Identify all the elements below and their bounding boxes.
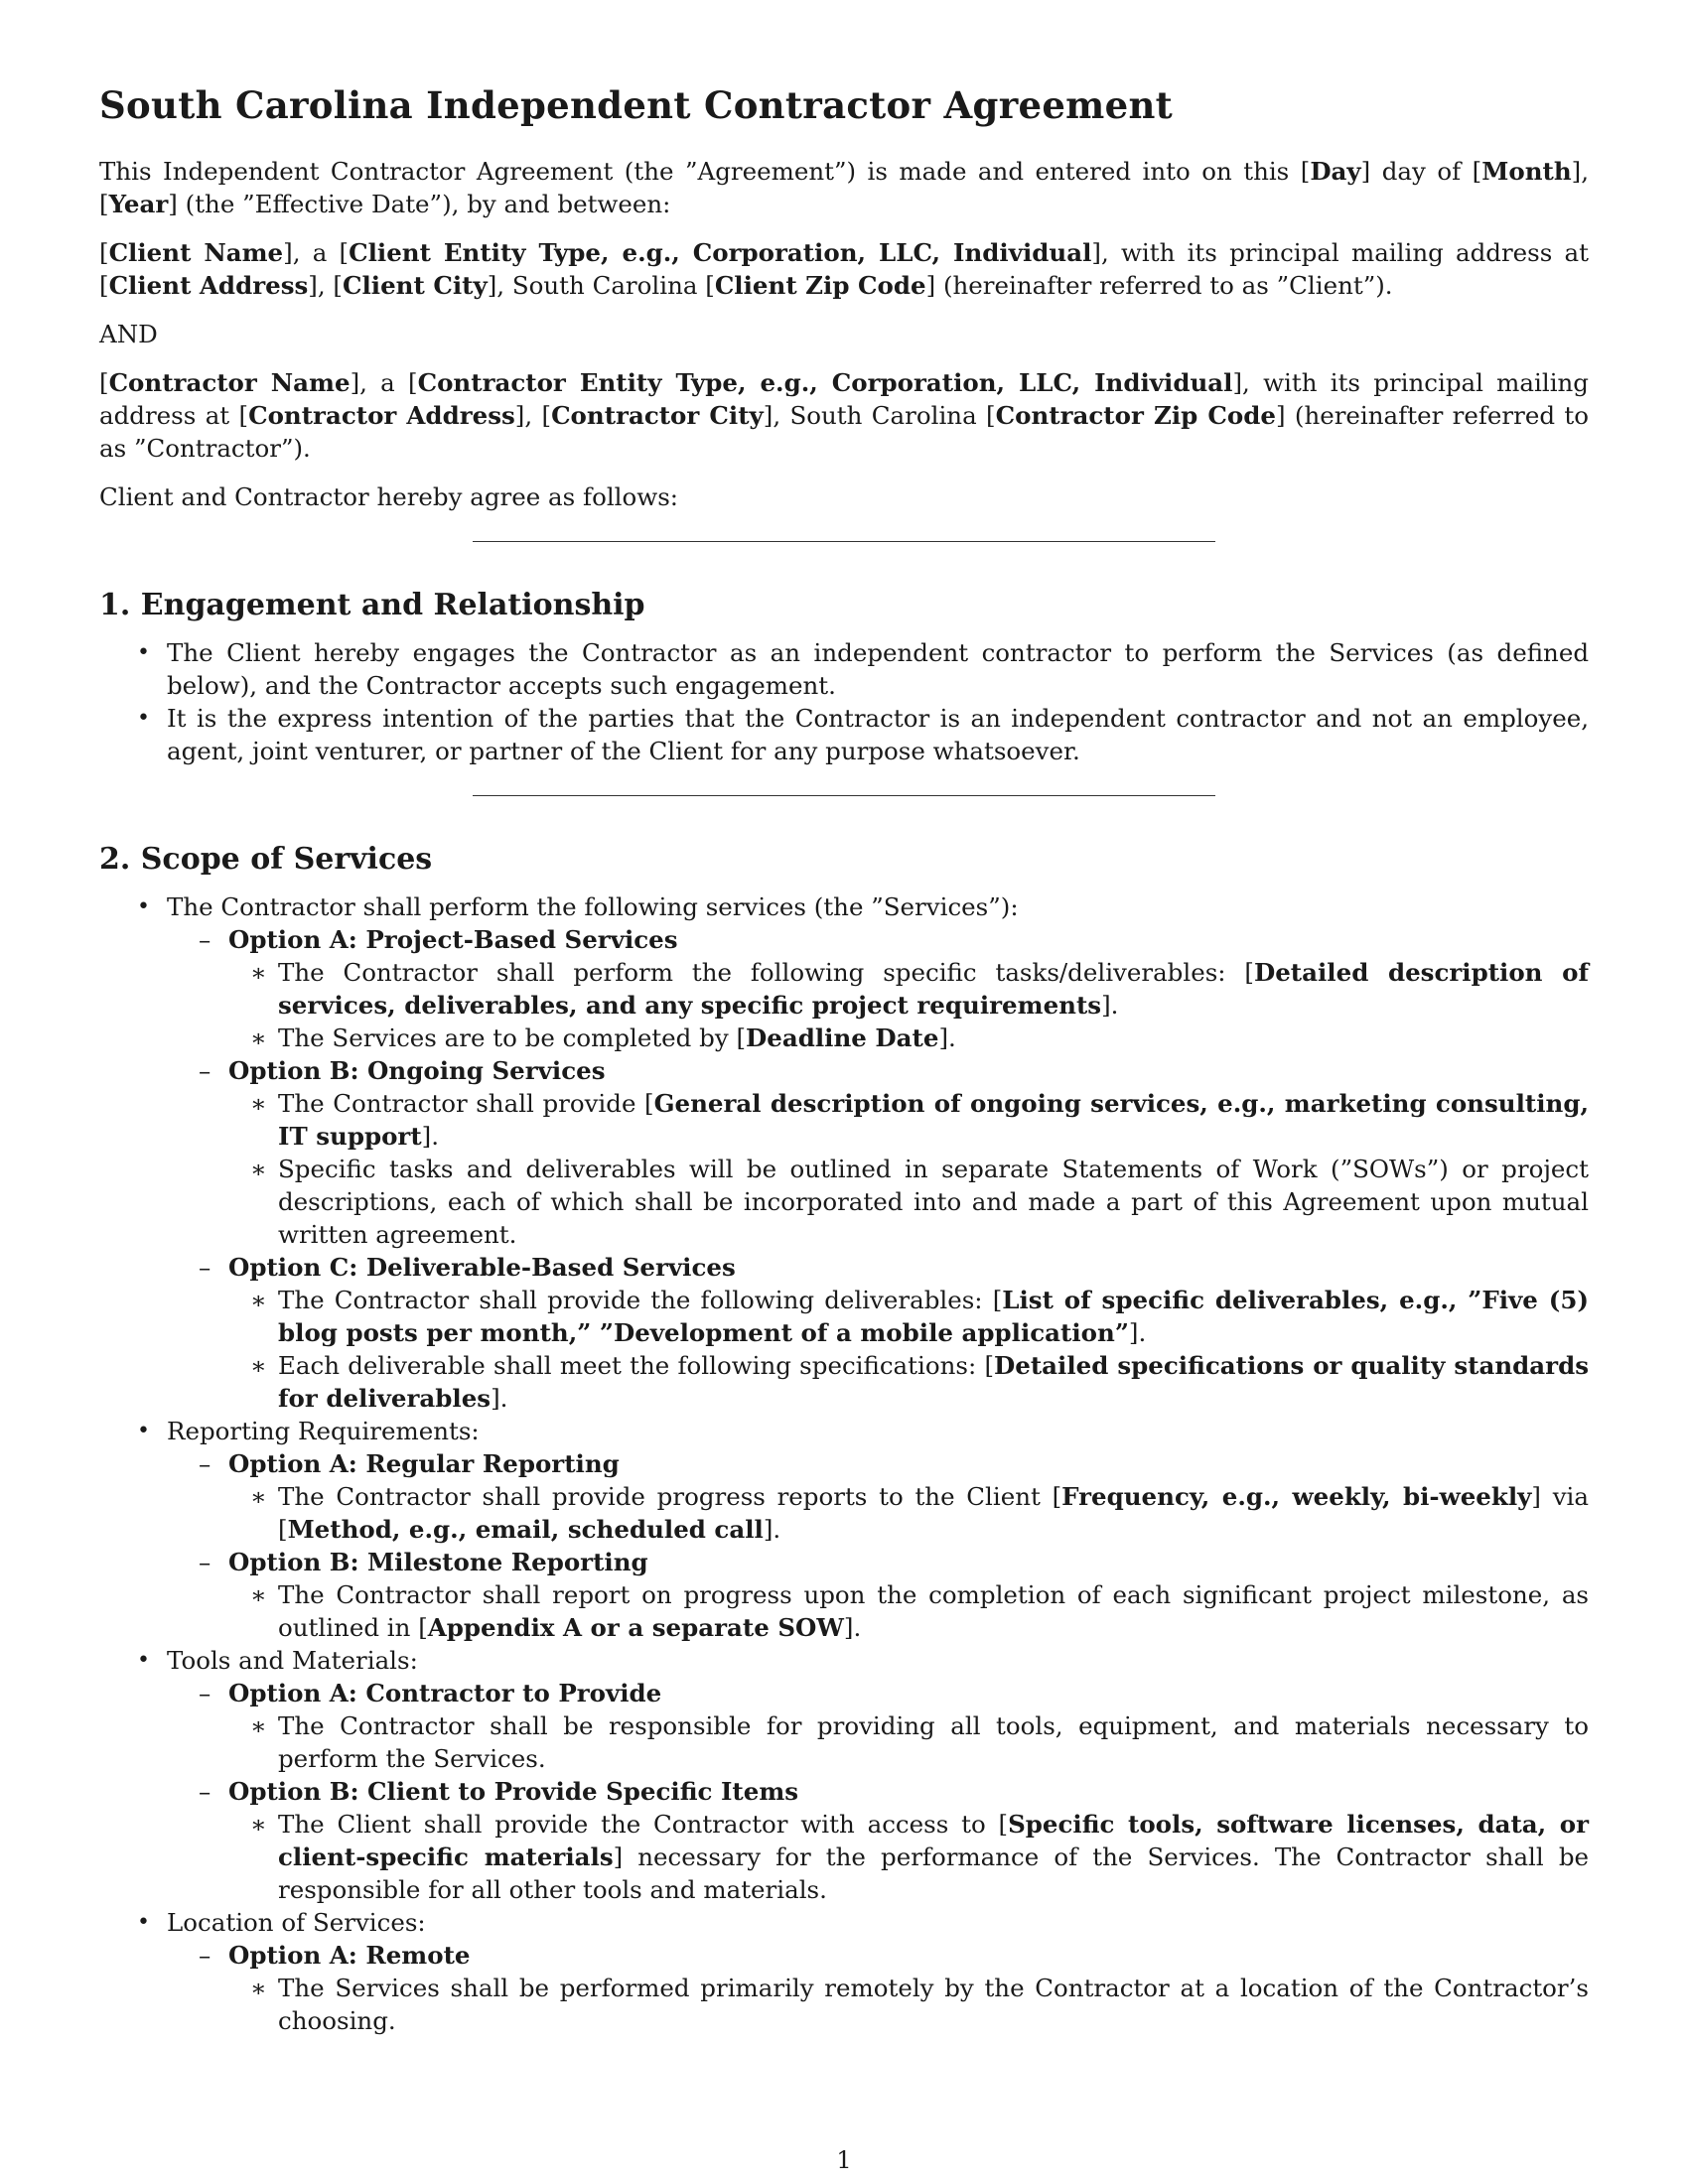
option-title: Option A: Project-Based Services [228, 925, 678, 954]
option-detail: ∗ Specific tasks and deliverables will be outlined in separate Statements of Work (”SOWs”) or project descriptions, each of which shall be incorporated into and made a part of this Agreement upon mutual written agreement. [278, 1153, 1589, 1251]
page-title: South Carolina Independent Contractor Agreement [99, 83, 1174, 127]
option-title: Option B: Milestone Reporting [228, 1548, 648, 1576]
option-title: Option B: Client to Provide Specific Items [228, 1777, 799, 1806]
option-detail: ∗ The Services are to be completed by [Deadline Date]. [278, 1022, 1589, 1054]
section-1-heading: 1. Engagement and Relationship [99, 588, 645, 622]
list-item-reporting: • Reporting Requirements: – Option A: Regular Reporting ∗ The Contractor shall provide progress reports to the Client [Frequency, e.g., weekly, bi-weekly] via [Method, e.g., email, scheduled call]. – Option B: Milestone Reporting ∗ The Contractor shall report on progress upon the completion of each significant project milestone, as outlined in [Appendix A or a separate SOW]. [167, 1415, 1589, 1644]
option-title: Option A: Contractor to Provide [228, 1679, 662, 1707]
client-address-placeholder: Client Address [108, 271, 309, 300]
option-item [228, 1677, 1589, 1775]
contractor-name-placeholder: Contractor Name [108, 368, 351, 397]
day-placeholder: Day [1310, 157, 1361, 186]
option-item [228, 1251, 1589, 1415]
option-title: Option A: Remote [228, 1941, 471, 1970]
contractor-paragraph: [Contractor Name], a [Contractor Entity Type, e.g., Corporation, LLC, Individual], with its principal mailing address at [Contractor Address], [Contractor City], South Carolina [Contractor Zip Code] (hereinafter referred to as ”Contractor”). [99, 368, 1589, 463]
and-text: AND [99, 320, 158, 348]
contractor-zip-placeholder: Contractor Zip Code [995, 401, 1276, 430]
option-detail: ∗ The Contractor shall provide the following deliverables: [List of specific deliverables, e.g., ”Five (5) blog posts per month,” ”Development of a mobile application”]. [278, 1284, 1589, 1349]
list-item-services: • The Contractor shall perform the following services (the ”Services”): – Option A: Project-Based Services ∗ The Contractor shall perform the following specific tasks/deliverables: [Detailed description of services, deliverables, and any specific project requirements]. ∗ The Services are to be completed by [Deadline Date]. – Option B: Ongoing Services ∗ The Contractor shall provide [General description of ongoing services, e.g., marketing consulting, IT support]. ∗ Specific tasks and deliverables will be outlined in separate Statements of Work (”SOWs”) or project descriptions, each of which shall be incorporated into and made a part of this Agreement upon mutual written agreement. – Option C: Deliverable-Based Services ∗ The Contractor shall provide the following deliverables: [List of specific deliverables, e.g., ”Five (5) blog posts per month,” ”Development of a mobile application”]. ∗ Each deliverable shall meet the following specifications: [Detailed specifications or quality standards for deliverables]. [167, 890, 1589, 1415]
contractor-address-placeholder: Contractor Address [248, 401, 515, 430]
option-detail: ∗ The Contractor shall be responsible for providing all tools, equipment, and materials necessary to perform the Services. [278, 1709, 1589, 1775]
list-item-location: • Location of Services: – Option A: Remote ∗ The Services shall be performed primarily remotely by the Contractor at a location of the Contractor’s choosing. [167, 1906, 1589, 2037]
section-2-list [99, 890, 1589, 2037]
contractor-city-placeholder: Contractor City [551, 401, 764, 430]
page-number: 1 [836, 2146, 852, 2174]
option-detail: ∗ The Contractor shall report on progress upon the completion of each significant project milestone, as outlined in [Appendix A or a separate SOW]. [278, 1578, 1589, 1644]
client-zip-placeholder: Client Zip Code [714, 271, 926, 300]
option-item [228, 1447, 1589, 1546]
option-item [228, 1546, 1589, 1644]
document-page [99, 83, 1589, 2037]
list-item: • It is the express intention of the parties that the Contractor is an independent contractor and not an employee, agent, joint venturer, or partner of the Client for any purpose whatsoever. [167, 702, 1589, 767]
intro-paragraph: This Independent Contractor Agreement (the ”Agreement”) is made and entered into on this [Day] day of [Month], [Year] (the ”Effective Date”), by and between: [99, 157, 1589, 218]
option-item [228, 923, 1589, 1054]
list-item: • The Client hereby engages the Contractor as an independent contractor to perform the Services (as defined below), and the Contractor accepts such engagement. [167, 636, 1589, 702]
option-detail: ∗ The Contractor shall provide progress reports to the Client [Frequency, e.g., weekly, bi-weekly] via [Method, e.g., email, scheduled call]. [278, 1480, 1589, 1546]
month-placeholder: Month [1481, 157, 1572, 186]
client-name-placeholder: Client Name [108, 238, 284, 267]
option-title: Option C: Deliverable-Based Services [228, 1253, 736, 1282]
year-placeholder: Year [108, 190, 169, 218]
option-item [228, 1775, 1589, 1906]
option-title: Option B: Ongoing Services [228, 1056, 606, 1085]
option-item [228, 1939, 1589, 2037]
option-detail: ∗ The Client shall provide the Contractor with access to [Specific tools, software licenses, data, or client-specific materials] necessary for the performance of the Services. The Contractor shall be responsible for all other tools and materials. [278, 1808, 1589, 1906]
section-divider [473, 541, 1215, 542]
option-title: Option A: Regular Reporting [228, 1449, 620, 1478]
section-2-heading: 2. Scope of Services [99, 842, 433, 877]
list-item-tools: • Tools and Materials: – Option A: Contractor to Provide ∗ The Contractor shall be responsible for providing all tools, equipment, and materials necessary to perform the Services. – Option B: Client to Provide Specific Items ∗ The Client shall provide the Contractor with access to [Specific tools, software licenses, data, or client-specific materials] necessary for the performance of the Services. The Contractor shall be responsible for all other tools and materials. [167, 1644, 1589, 1906]
option-detail: ∗ The Services shall be performed primarily remotely by the Contractor at a location of the Contractor’s choosing. [278, 1972, 1589, 2037]
client-entity-placeholder: Client Entity Type, e.g., Corporation, LLC, Individual [349, 238, 1092, 267]
option-item [228, 1054, 1589, 1251]
section-1-list [99, 636, 1589, 767]
option-detail: ∗ Each deliverable shall meet the following specifications: [Detailed specifications or quality standards for deliverables]. [278, 1349, 1589, 1415]
agree-text: Client and Contractor hereby agree as follows: [99, 482, 679, 511]
option-detail: ∗ The Contractor shall perform the following specific tasks/deliverables: [Detailed description of services, deliverables, and any specific project requirements]. [278, 956, 1589, 1022]
contractor-entity-placeholder: Contractor Entity Type, e.g., Corporation, LLC, Individual [417, 368, 1233, 397]
option-detail: ∗ The Contractor shall provide [General description of ongoing services, e.g., marketing consulting, IT support]. [278, 1087, 1589, 1153]
section-divider [473, 795, 1215, 796]
client-paragraph: [Client Name], a [Client Entity Type, e.g., Corporation, LLC, Individual], with its principal mailing address at [Client Address], [Client City], South Carolina [Client Zip Code] (hereinafter referred to as ”Client”). [99, 238, 1589, 300]
client-city-placeholder: Client City [342, 271, 488, 300]
